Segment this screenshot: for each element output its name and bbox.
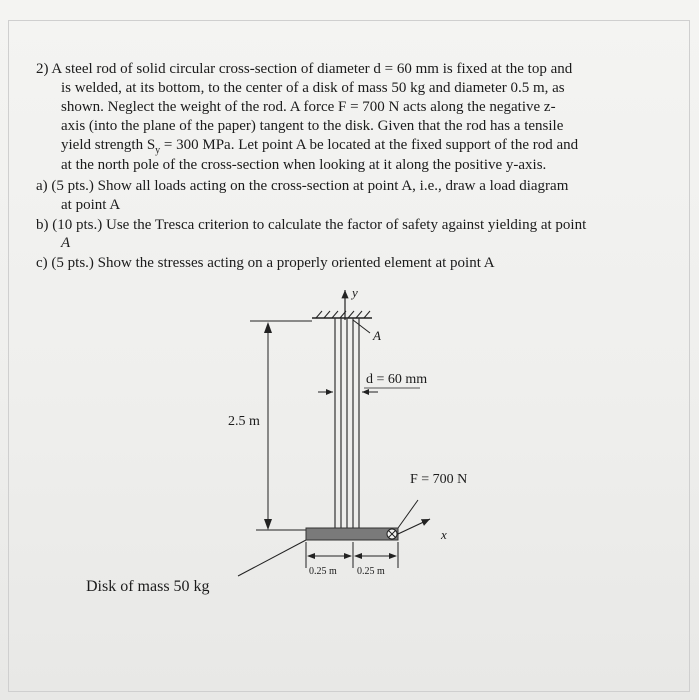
disk-label-leader <box>238 540 306 576</box>
radius-label-right: 0.25 m <box>357 566 385 577</box>
part-a: a) (5 pts.) Show all loads acting on the cross-section at point A, i.e., draw a load diagram <box>36 178 569 194</box>
length-label: 2.5 m <box>228 414 260 429</box>
part-c: c) (5 pts.) Show the stresses acting on a properly oriented element at point A <box>36 255 495 271</box>
diameter-label: d = 60 mm <box>366 372 428 387</box>
radius-label-left: 0.25 m <box>309 566 337 577</box>
force-leader <box>398 500 418 528</box>
disk-label: Disk of mass 50 kg <box>86 578 210 595</box>
x-axis-label: x <box>441 527 447 542</box>
yield-strength-value: = 300 MPa. Let point A be located at the fixed support of the rod and <box>160 137 579 153</box>
y-axis-label: y <box>352 285 358 300</box>
problem-line-2: is welded, at its bottom, to the center of a disk of mass 50 kg and diameter 0.5 m, as <box>61 80 565 96</box>
part-b: b) (10 pts.) Use the Tresca criterion to calculate the factor of safety against yielding at point <box>36 217 587 233</box>
force-label: F = 700 N <box>410 472 468 487</box>
problem-line-1: 2) A steel rod of solid circular cross-section of diameter d = 60 mm is fixed at the top and <box>36 61 573 77</box>
problem-line-4: axis (into the plane of the paper) tangent to the disk. Given that the rod has a tensile <box>61 118 564 134</box>
yield-strength-label: yield strength S <box>61 137 156 153</box>
support-hatching <box>316 311 370 318</box>
part-a-cont: at point A <box>61 197 121 213</box>
point-a-label: A <box>373 328 381 343</box>
problem-line-3: shown. Neglect the weight of the rod. A force F = 700 N acts along the negative z- <box>61 99 556 115</box>
yield-strength-subscript: y <box>155 145 161 156</box>
steel-rod <box>335 318 359 528</box>
point-a-leader <box>353 320 370 333</box>
part-b-cont: A <box>61 235 71 251</box>
length-arrow-top <box>264 322 272 333</box>
disk <box>306 528 398 540</box>
length-arrow-bottom <box>264 519 272 530</box>
problem-line-6: at the north pole of the cross-section when looking at it along the positive y-axis. <box>61 157 547 173</box>
